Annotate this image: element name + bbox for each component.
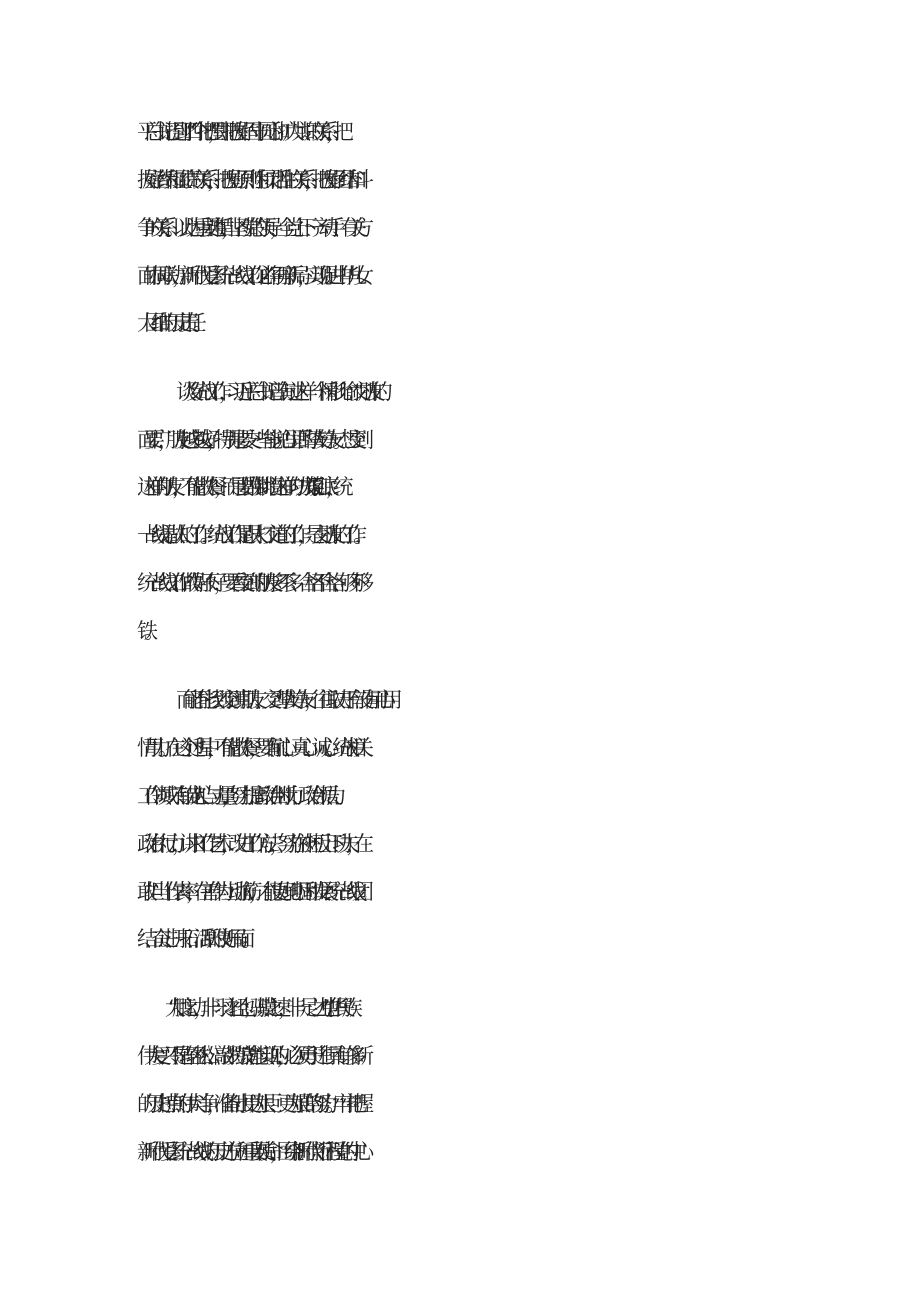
- text-line: “大鹏之动，非一羽之轻也；骐骥之速，非一足之力也。”中华民族: [168, 996, 349, 1020]
- text-line: 政治执行力，讲求工作艺术，改进工作方法，努力在补短板上下功夫，在: [137, 832, 361, 856]
- text-line: 的历史特点的伟大斗争，准备付出更为艰巨、更为艰苦的努力。牢牢把握: [137, 1092, 361, 1116]
- text-line: 大团结的历史责任。: [137, 311, 200, 335]
- text-line: 这样的朋友，不能做快餐，而是要做佛跳墙这样的功夫菜。”说到底，统: [137, 475, 340, 499]
- text-line: 而能不能找到交到真朋友、交到挚友诤友，往往取决于有没有用心用: [176, 688, 389, 712]
- text-line: 一战线是做人的工作。统战工作是跟人打交道的工作，是交朋友的工作。: [137, 523, 361, 547]
- text-line: 情用力。在这个过程中，不能做快餐，要有耐心、真心、诚心。统战相关: [137, 736, 361, 760]
- text-line: 统一战线工作做得好不好，要看交到的朋友多不多、合格不合格、够不够: [137, 571, 361, 595]
- text-line: 平总书记提到了“四个把握”，即把握好固守圆心和扩大共识的关系，把: [137, 120, 340, 144]
- text-line: 面要广，朋友越多越好，特别是要交一些能说心里话的挚友铮友。想交到: [137, 428, 361, 452]
- text-line: 新时代爱国统一战线的历史方位和重要使命，围绕新时代新征程党的中心: [137, 1140, 361, 1164]
- text-line: 谈及统战工作，习近平总书记曾有过这样一个精彩比喻：“交朋友的: [176, 380, 379, 404]
- text-line: 握好潜绩和显绩的关系，把握好原则性和灵活性的关系，把握好团结和斗: [137, 168, 361, 192]
- text-line: 铁。: [137, 619, 151, 643]
- text-line: 面协同联动，新时代爱国统一战线工作必将再开新局，实现促进中华儿女: [137, 264, 361, 288]
- text-line: 争的关系。以此为重要遵循，坚持党的领导，全党上下一齐动手、有关方: [137, 216, 361, 240]
- text-line: 敢担当上作表率，在善作为上动脑筋，才能更好地巩固和发展统一战线团: [137, 880, 361, 904]
- text-line: 结、奋进、开拓、活跃的良好局面。: [137, 927, 249, 951]
- text-line: 工作领域只有锚定“人心与力量”，努力提高政治判断力、政治领悟力、: [137, 784, 340, 808]
- text-line: 伟大复兴不是轻轻松松、敲锣打鼓就能实现的，必须勇于进行具有许多新: [137, 1044, 361, 1068]
